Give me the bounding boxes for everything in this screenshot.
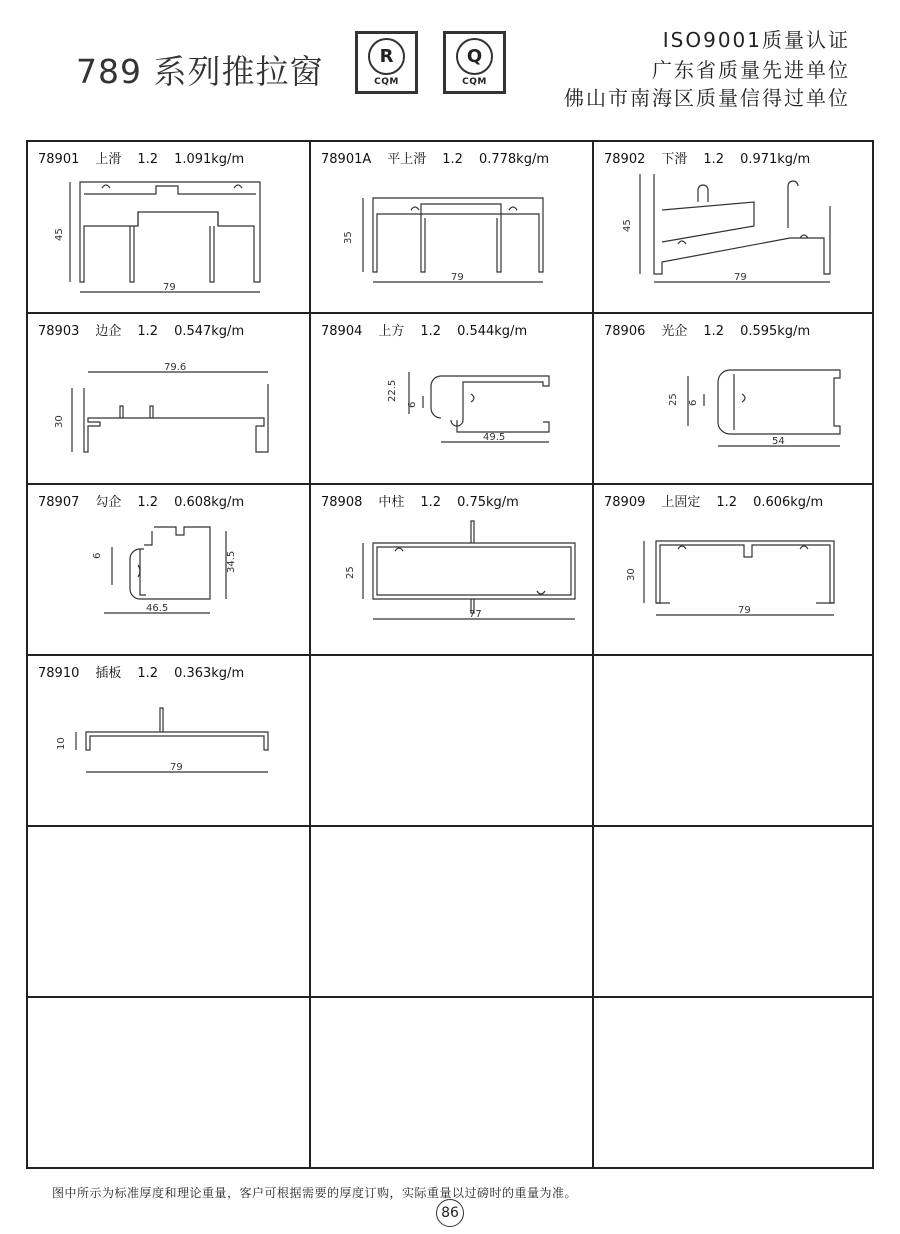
- profile-caption: 78901 上滑 1.2 1.091kg/m: [38, 152, 245, 167]
- svg-text:79: 79: [451, 272, 464, 283]
- logo-q-mark: Q: [456, 38, 493, 75]
- grid-divider: [28, 996, 872, 998]
- svg-text:77: 77: [469, 609, 482, 620]
- profile-caption: 78903 边企 1.2 0.547kg/m: [38, 324, 245, 339]
- profile-drawing: [28, 656, 309, 825]
- profile-cell-78904: [311, 314, 592, 483]
- profile-cell-78910: [28, 656, 309, 825]
- logo-r-mark: R: [368, 38, 405, 75]
- profile-caption: 78902 下滑 1.2 0.971kg/m: [604, 152, 811, 167]
- svg-text:22.5: 22.5: [387, 379, 398, 402]
- profile-caption: 78910 插板 1.2 0.363kg/m: [38, 666, 245, 681]
- footer-note: 图中所示为标准厚度和理论重量，客户可根据需要的厚度订购，实际重量以过磅时的重量为准。: [52, 1186, 578, 1200]
- svg-text:79: 79: [170, 762, 183, 773]
- profile-drawing: [311, 485, 592, 654]
- profile-drawing: [594, 485, 876, 654]
- profile-drawing: [594, 314, 876, 483]
- cqm-q-logo: [443, 31, 506, 94]
- svg-text:10: 10: [56, 737, 67, 750]
- profile-cell-78903: [28, 314, 309, 483]
- svg-text:25: 25: [668, 393, 679, 406]
- profile-grid: [26, 140, 874, 1169]
- profile-drawing: [28, 142, 309, 312]
- profile-drawing: [311, 314, 592, 483]
- profile-caption: 78901A 平上滑 1.2 0.778kg/m: [321, 152, 549, 167]
- svg-text:49.5: 49.5: [483, 432, 506, 443]
- svg-text:30: 30: [54, 415, 65, 428]
- profile-drawing: [594, 142, 876, 312]
- svg-text:25: 25: [345, 566, 356, 579]
- profile-cell-78909: [594, 485, 876, 654]
- cert-province: 广东省质量先进单位: [652, 58, 850, 82]
- logo-q-caption: CQM: [462, 77, 487, 87]
- profile-drawing: [311, 142, 592, 312]
- profile-cell-78908: [311, 485, 592, 654]
- svg-text:35: 35: [343, 231, 354, 244]
- profile-cell-78907: [28, 485, 309, 654]
- svg-text:54: 54: [772, 436, 785, 447]
- profile-caption: 78904 上方 1.2 0.544kg/m: [321, 324, 528, 339]
- grid-divider: [28, 825, 872, 827]
- cert-city: 佛山市南海区质量信得过单位: [564, 86, 850, 110]
- svg-text:46.5: 46.5: [146, 603, 169, 614]
- profile-caption: 78908 中柱 1.2 0.75kg/m: [321, 495, 519, 510]
- svg-text:30: 30: [626, 568, 637, 581]
- svg-text:79: 79: [163, 282, 176, 293]
- logo-r-caption: CQM: [374, 77, 399, 87]
- page-title: 789 系列推拉窗: [76, 52, 324, 91]
- cqm-r-logo: [355, 31, 418, 94]
- svg-text:34.5: 34.5: [226, 550, 237, 573]
- svg-text:6: 6: [92, 552, 103, 559]
- profile-drawing: [28, 314, 309, 483]
- svg-text:79.6: 79.6: [164, 362, 187, 373]
- page-number: 86: [436, 1199, 464, 1227]
- profile-drawing: [28, 485, 309, 654]
- profile-caption: 78909 上固定 1.2 0.606kg/m: [604, 495, 824, 510]
- svg-text:45: 45: [622, 219, 633, 232]
- svg-text:79: 79: [734, 272, 747, 283]
- profile-cell-78901a: [311, 142, 592, 312]
- profile-caption: 78907 勾企 1.2 0.608kg/m: [38, 495, 245, 510]
- cert-iso: ISO9001质量认证: [662, 28, 850, 52]
- svg-text:79: 79: [738, 605, 751, 616]
- profile-cell-78901: [28, 142, 309, 312]
- svg-text:45: 45: [54, 228, 65, 241]
- profile-caption: 78906 光企 1.2 0.595kg/m: [604, 324, 811, 339]
- profile-cell-78906: [594, 314, 876, 483]
- svg-text:6: 6: [407, 401, 418, 408]
- profile-cell-78902: [594, 142, 876, 312]
- svg-text:6: 6: [688, 399, 699, 406]
